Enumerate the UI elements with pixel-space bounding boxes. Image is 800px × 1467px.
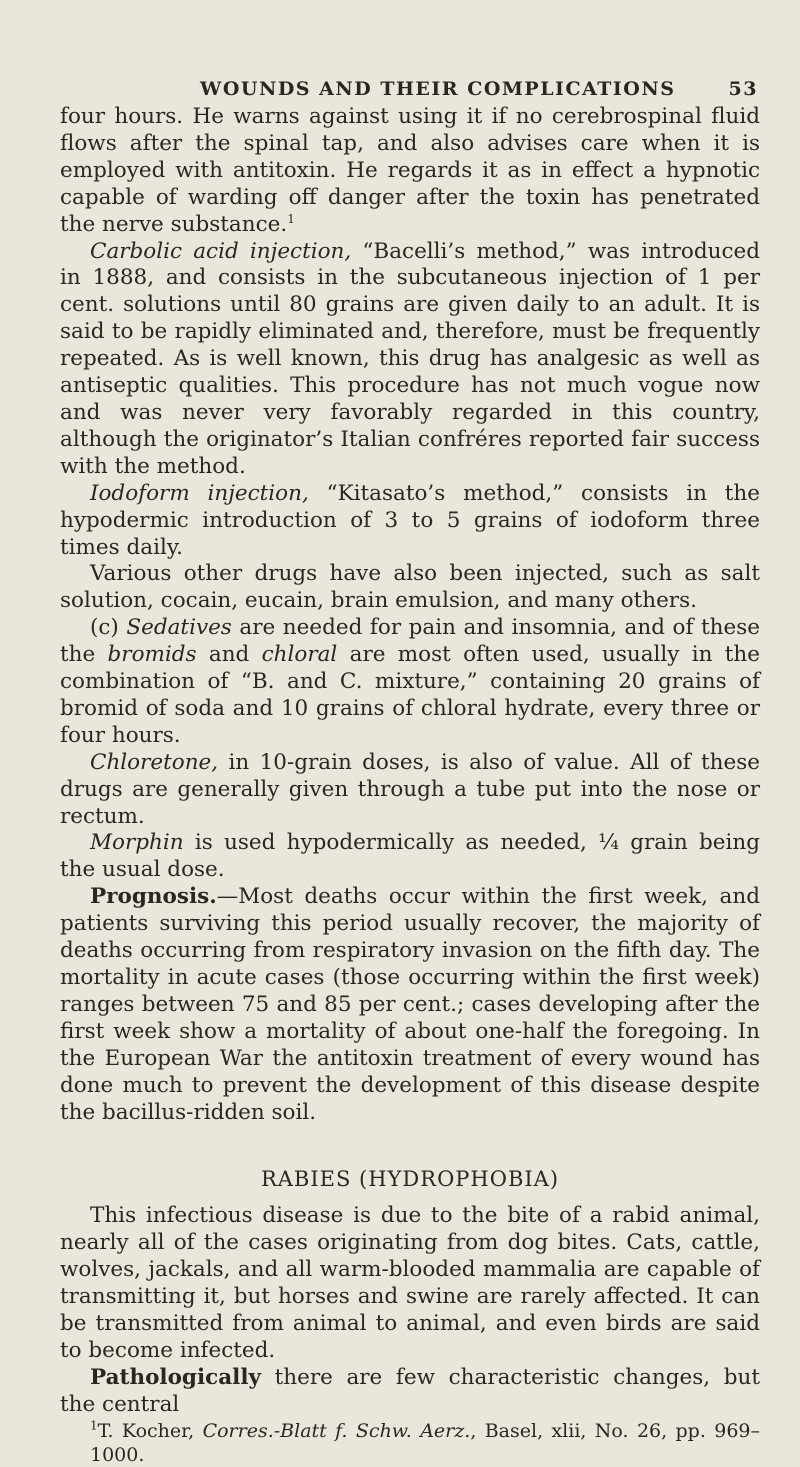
text-run: there are few characteristic changes, but the central <box>60 1364 760 1417</box>
paragraph-p1 <box>60 104 760 239</box>
text-run: are needed for pain and insomnia, and of these the <box>60 615 760 668</box>
main-paragraphs <box>60 104 760 1126</box>
text-run: Morphin <box>90 830 184 856</box>
text-run: This infectious disease is due to the bite of a rabid animal, nearly all of the cases originating from dog bites. Cats, cattle, wolves, jackals, and all warm-blooded mammalia are capable of transmitting it, but horses and swine are rarely affected. It can be transmitted from animal to animal, and even birds are said to become infected. <box>60 1203 760 1363</box>
text-run: T. Kocher, <box>97 1419 203 1442</box>
text-run: —Most deaths occur within the first week, and patients surviving this period usually recover, the majority of deaths occurring from respiratory invasion on the fifth day. The mortality in acute cases (those occurring within the first week) ranges between 75 and 85 per cent.; cases developing after the first week show a mortality of about one-half the foregoing. In the European War the antitoxin treatment of every wound has done much to prevent the development of this disease despite the bacillus-ridden soil. <box>60 884 760 1125</box>
text-run: chloral <box>261 642 338 668</box>
paragraph-p4 <box>60 561 760 615</box>
text-run: “Kitasato’s method,” consists in the hypodermic introduction of 3 to 5 grains of iodoform three times daily. <box>60 480 761 560</box>
footnote <box>60 1419 760 1467</box>
text-run: is used hypodermically as needed, ¼ grain being the usual dose. <box>60 830 760 883</box>
footnote-marker: 1 <box>90 1418 98 1433</box>
text-run: Iodoform injection, <box>90 480 309 506</box>
paragraph-p8 <box>60 884 760 1126</box>
text-run: Carbolic acid injection, <box>90 238 352 264</box>
text-run: , Basel, xlii, No. 26, pp. 969–1000. <box>90 1419 760 1466</box>
text-run: Sedatives <box>126 615 232 641</box>
text-run: Pathologically <box>90 1364 261 1390</box>
running-head <box>200 78 758 100</box>
text-run: in 10-grain doses, is also of value. All of these drugs are generally given through a tube put into the nose or rectum. <box>60 749 760 829</box>
paragraph-p7 <box>60 830 760 884</box>
paragraph-p5 <box>60 615 760 750</box>
text-run: Chloretone, <box>90 749 219 775</box>
text-run: and <box>196 642 262 668</box>
text-run: Various other drugs have also been injected, such as salt solution, cocain, eucain, brain emulsion, and many others. <box>60 561 760 614</box>
footnote-ref: 1 <box>287 211 295 226</box>
section-heading: RABIES (HYDROPHOBIA) <box>260 1167 560 1192</box>
text-run: bromids <box>107 642 197 668</box>
body-text <box>60 104 760 1467</box>
paragraph-p3 <box>60 481 760 562</box>
text-run: “Bacelli’s method,” was introduced in 1888, and consists in the subcutaneous injection of 1 per cent. solutions until 80 grains are given daily to an adult. It is said to be rapidly eliminated and, therefore, must be frequently repeated. As is well known, this drug has analgesic as well as antiseptic qualities. This procedure has not much vogue now and was never very favorably regarded in this country, although the originator’s Italian confréres reported fair success with the method. <box>60 238 760 479</box>
paragraph-s1 <box>60 1203 760 1364</box>
footnote-text <box>90 1420 760 1466</box>
section-paragraphs <box>60 1203 760 1418</box>
text-run: four hours. He warns against using it if no cerebrospinal fluid flows after the spinal tap, and also advises care when it is employed with antitoxin. He regards it as in effect a hypnotic capable of warding off danger after the toxin has penetrated the nerve substance. <box>60 104 760 237</box>
paragraph-p2 <box>60 239 760 481</box>
text-run: are most often used, usually in the combination of “B. and C. mixture,” containing 20 grains of bromid of soda and 10 grains of chloral hydrate, every three or four hours. <box>60 642 760 748</box>
text-run: Prognosis. <box>90 884 217 910</box>
paragraph-p6 <box>60 750 760 831</box>
running-head-title: WOUNDS AND THEIR COMPLICATIONS <box>200 78 676 100</box>
paragraph-s2 <box>60 1365 760 1419</box>
text-run: (c) <box>90 615 127 641</box>
page-number: 53 <box>728 78 758 100</box>
text-run: Corres.-Blatt f. Schw. Aerz. <box>202 1419 471 1442</box>
